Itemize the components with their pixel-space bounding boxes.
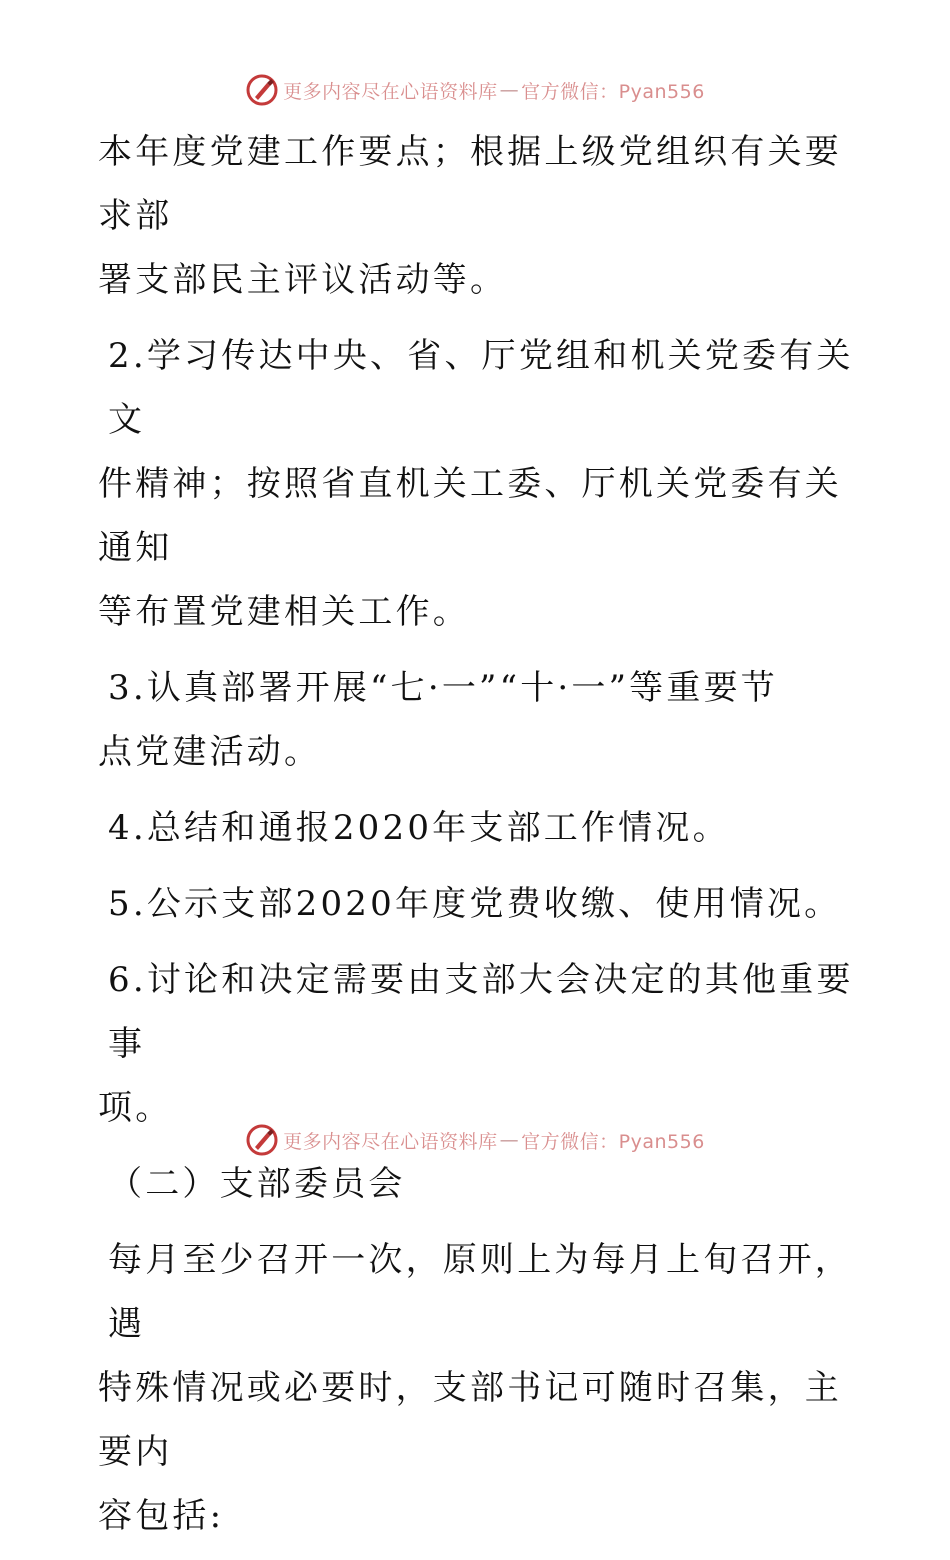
watermark-text: 更多内容尽在心语资料库 [283, 80, 498, 103]
watermark-footer [0, 1120, 950, 1160]
pen-logo-icon [245, 1123, 279, 1157]
watermark-contact: 官方微信：Pyan556 [521, 80, 705, 103]
pen-logo-icon [245, 73, 279, 107]
watermark-contact: 官方微信：Pyan556 [521, 1130, 705, 1153]
list-item-3 [98, 656, 858, 784]
document-body [98, 120, 858, 1560]
text-line: 本年度党建工作要点；根据上级党组织有关要求部 [98, 132, 842, 236]
text-line: 等布置党建相关工作。 [98, 592, 470, 632]
text-line: 2.学习传达中央、省、厅党组和机关党委有关文 [108, 336, 854, 440]
text-line: 点党建活动。 [98, 732, 322, 772]
text-line: 容包括: [98, 1496, 225, 1536]
watermark-dash: — [499, 1129, 520, 1151]
text-line: 特殊情况或必要时，支部书记可随时召集，主要内 [98, 1368, 842, 1472]
text-line: （二）支部委员会 [108, 1164, 406, 1204]
list-item-6 [98, 948, 858, 1140]
watermark-header [0, 70, 950, 110]
section-heading [98, 1152, 858, 1216]
watermark-text: 更多内容尽在心语资料库 [283, 1130, 498, 1153]
watermark-dash: — [499, 79, 520, 101]
text-line: 4.总结和通报2020年支部工作情况。 [108, 808, 730, 848]
list-item-2 [98, 324, 858, 644]
paragraph-continuation [98, 120, 858, 312]
text-line: 项。 [98, 1088, 173, 1128]
text-line: 3.认真部署开展“七·一”“十·一”等重要节 [108, 668, 778, 708]
text-line: 6.讨论和决定需要由支部大会决定的其他重要事 [108, 960, 854, 1064]
text-line: 5.公示支部2020年度党费收缴、使用情况。 [108, 884, 842, 924]
text-line: 每月至少召开一次，原则上为每月上旬召开，遇 [108, 1240, 852, 1344]
list-item-5 [98, 872, 858, 936]
text-line: 件精神；按照省直机关工委、厅机关党委有关通知 [98, 464, 842, 568]
text-line: 署支部民主评议活动等。 [98, 260, 508, 300]
list-item-4 [98, 796, 858, 860]
paragraph-meeting-rules [98, 1228, 858, 1548]
